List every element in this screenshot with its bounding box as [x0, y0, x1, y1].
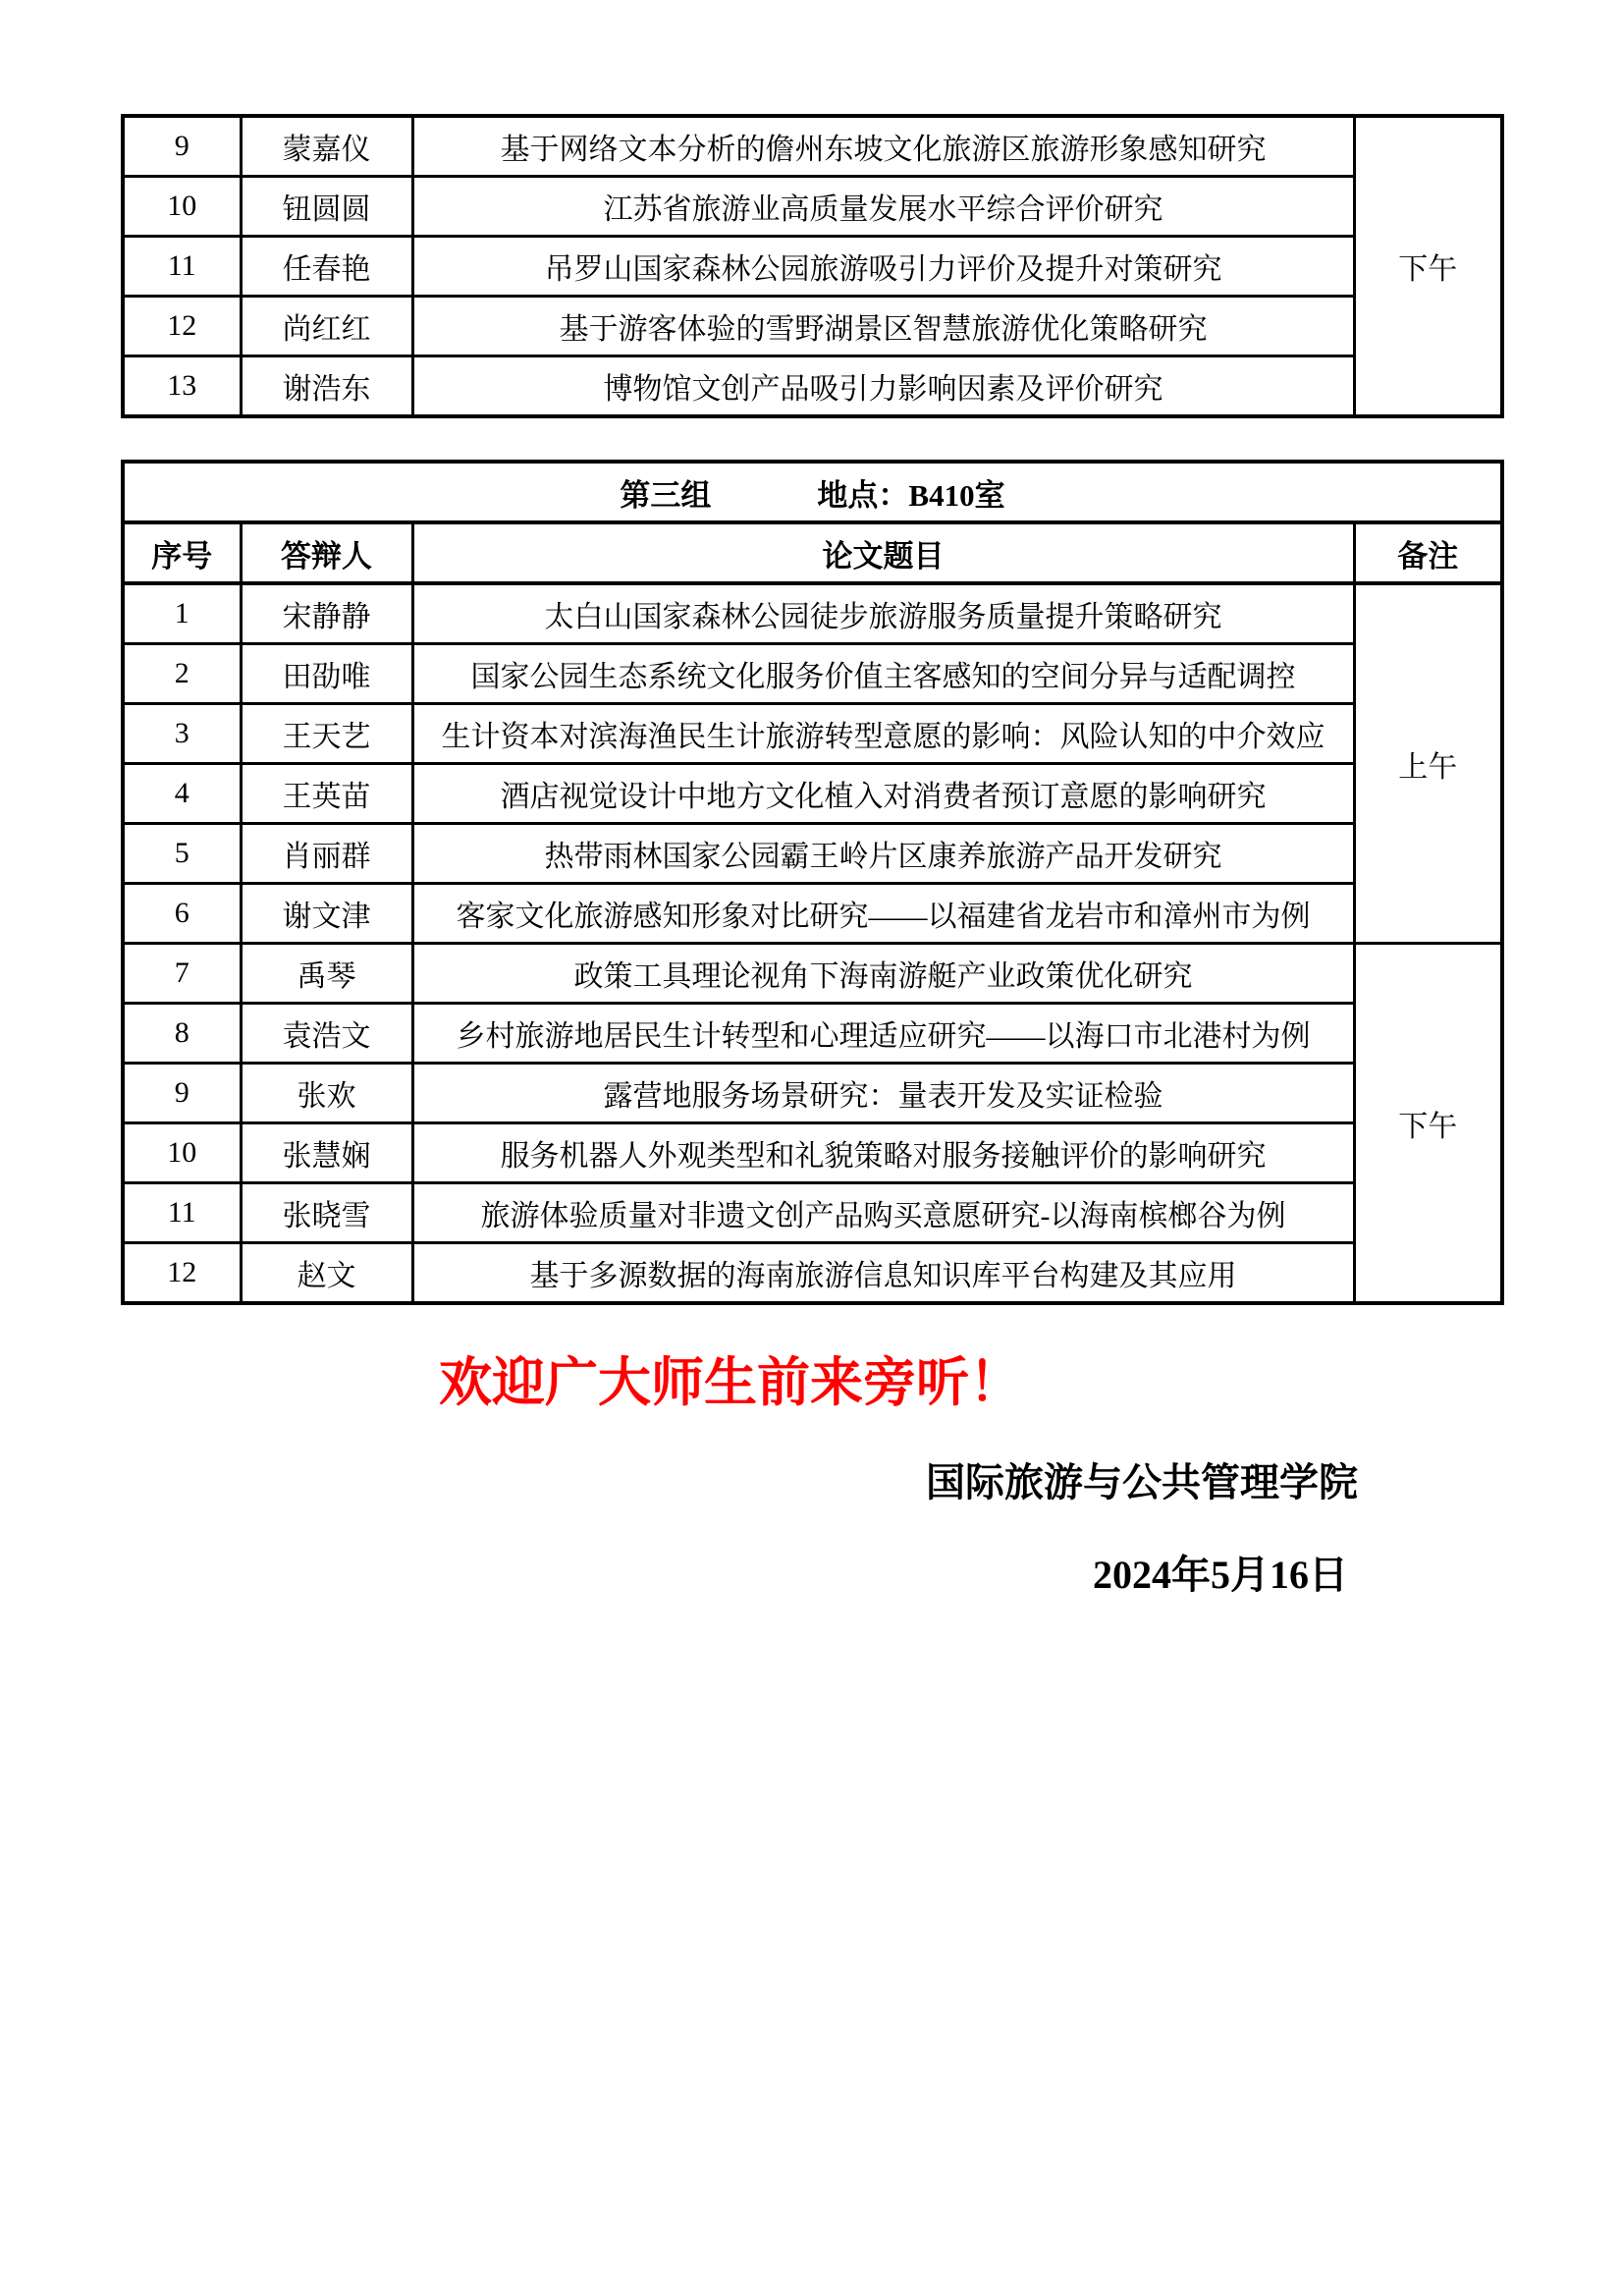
defender-name: 张晓雪: [241, 1183, 412, 1243]
thesis-title: 生计资本对滨海渔民生计旅游转型意愿的影响：风险认知的中介效应: [412, 704, 1354, 764]
thesis-title: 政策工具理论视角下海南游艇产业政策优化研究: [412, 944, 1354, 1004]
thesis-title: 酒店视觉设计中地方文化植入对消费者预订意愿的影响研究: [412, 764, 1354, 824]
column-header-row: [123, 522, 1502, 583]
thesis-title: 服务机器人外观类型和礼貌策略对服务接触评价的影响研究: [412, 1123, 1354, 1183]
location-label: 地点：B410室: [817, 477, 1005, 513]
row-number: 4: [123, 764, 241, 824]
table-row: [123, 704, 1502, 764]
defender-name: 任春艳: [241, 237, 412, 297]
row-number: 11: [123, 1183, 241, 1243]
table-row: [123, 116, 1502, 177]
header-remark: 备注: [1354, 522, 1502, 583]
thesis-title: 基于网络文本分析的儋州东坡文化旅游区旅游形象感知研究: [412, 116, 1354, 177]
defender-name: 宋静静: [241, 583, 412, 644]
table-row: [123, 1243, 1502, 1304]
table-row: [123, 824, 1502, 884]
thesis-title: 露营地服务场景研究：量表开发及实证检验: [412, 1064, 1354, 1123]
defender-name: 肖丽群: [241, 824, 412, 884]
thesis-title: 旅游体验质量对非遗文创产品购买意愿研究-以海南槟榔谷为例: [412, 1183, 1354, 1243]
table-row: [123, 1183, 1502, 1243]
thesis-title: 吊罗山国家森林公园旅游吸引力评价及提升对策研究: [412, 237, 1354, 297]
defender-name: 赵文: [241, 1243, 412, 1304]
row-number: 3: [123, 704, 241, 764]
header-defender: 答辩人: [241, 522, 412, 583]
defender-name: 袁浩文: [241, 1004, 412, 1064]
header-no: 序号: [123, 522, 241, 583]
defender-name: 尚红红: [241, 297, 412, 356]
thesis-title: 热带雨林国家公园霸王岭片区康养旅游产品开发研究: [412, 824, 1354, 884]
defender-name: 张欢: [241, 1064, 412, 1123]
defender-name: 田劭唯: [241, 644, 412, 704]
table-row: [123, 764, 1502, 824]
header-thesis: 论文题目: [412, 522, 1354, 583]
thesis-title: 基于游客体验的雪野湖景区智慧旅游优化策略研究: [412, 297, 1354, 356]
group3-defense-table: [121, 460, 1504, 1305]
defender-name: 谢浩东: [241, 356, 412, 417]
defender-name: 钮圆圆: [241, 177, 412, 237]
row-number: 5: [123, 824, 241, 884]
thesis-title: 江苏省旅游业高质量发展水平综合评价研究: [412, 177, 1354, 237]
table-row: [123, 177, 1502, 237]
table-row: [123, 1004, 1502, 1064]
session-note-afternoon: 下午: [1354, 944, 1502, 1304]
thesis-title: 客家文化旅游感知形象对比研究——以福建省龙岩市和漳州市为例: [412, 884, 1354, 944]
group-header-row: [123, 462, 1502, 522]
row-number: 9: [123, 116, 241, 177]
table-row: [123, 583, 1502, 644]
table-row: [123, 297, 1502, 356]
table-row: [123, 356, 1502, 417]
table-row: [123, 1123, 1502, 1183]
session-note-afternoon: 下午: [1354, 116, 1502, 416]
defender-name: 王天艺: [241, 704, 412, 764]
thesis-title: 博物馆文创产品吸引力影响因素及评价研究: [412, 356, 1354, 417]
row-number: 8: [123, 1004, 241, 1064]
table-row: [123, 944, 1502, 1004]
thesis-title: 乡村旅游地居民生计转型和心理适应研究——以海口市北港村为例: [412, 1004, 1354, 1064]
row-number: 12: [123, 297, 241, 356]
row-number: 2: [123, 644, 241, 704]
table-row: [123, 1064, 1502, 1123]
defense-table-continued: [121, 114, 1504, 418]
defender-name: 禹琴: [241, 944, 412, 1004]
thesis-title: 太白山国家森林公园徒步旅游服务质量提升策略研究: [412, 583, 1354, 644]
date-line: 2024年5月16日: [1093, 1553, 1348, 1597]
row-number: 9: [123, 1064, 241, 1123]
signature-line: 国际旅游与公共管理学院: [926, 1460, 1358, 1504]
row-number: 13: [123, 356, 241, 417]
table-row: [123, 644, 1502, 704]
row-number: 7: [123, 944, 241, 1004]
row-number: 12: [123, 1243, 241, 1304]
group-header-cell: [123, 462, 1502, 522]
row-number: 11: [123, 237, 241, 297]
session-note-morning: 上午: [1354, 583, 1502, 944]
row-number: 1: [123, 583, 241, 644]
thesis-title: 基于多源数据的海南旅游信息知识库平台构建及其应用: [412, 1243, 1354, 1304]
thesis-title: 国家公园生态系统文化服务价值主客感知的空间分异与适配调控: [412, 644, 1354, 704]
table-row: [123, 237, 1502, 297]
defender-name: 王英苗: [241, 764, 412, 824]
defender-name: 谢文津: [241, 884, 412, 944]
defender-name: 张慧娴: [241, 1123, 412, 1183]
group-label: 第三组: [620, 477, 712, 513]
row-number: 10: [123, 177, 241, 237]
defender-name: 蒙嘉仪: [241, 116, 412, 177]
row-number: 10: [123, 1123, 241, 1183]
table-row: [123, 884, 1502, 944]
welcome-banner: 欢迎广大师生前来旁听！: [439, 1353, 1022, 1412]
row-number: 6: [123, 884, 241, 944]
